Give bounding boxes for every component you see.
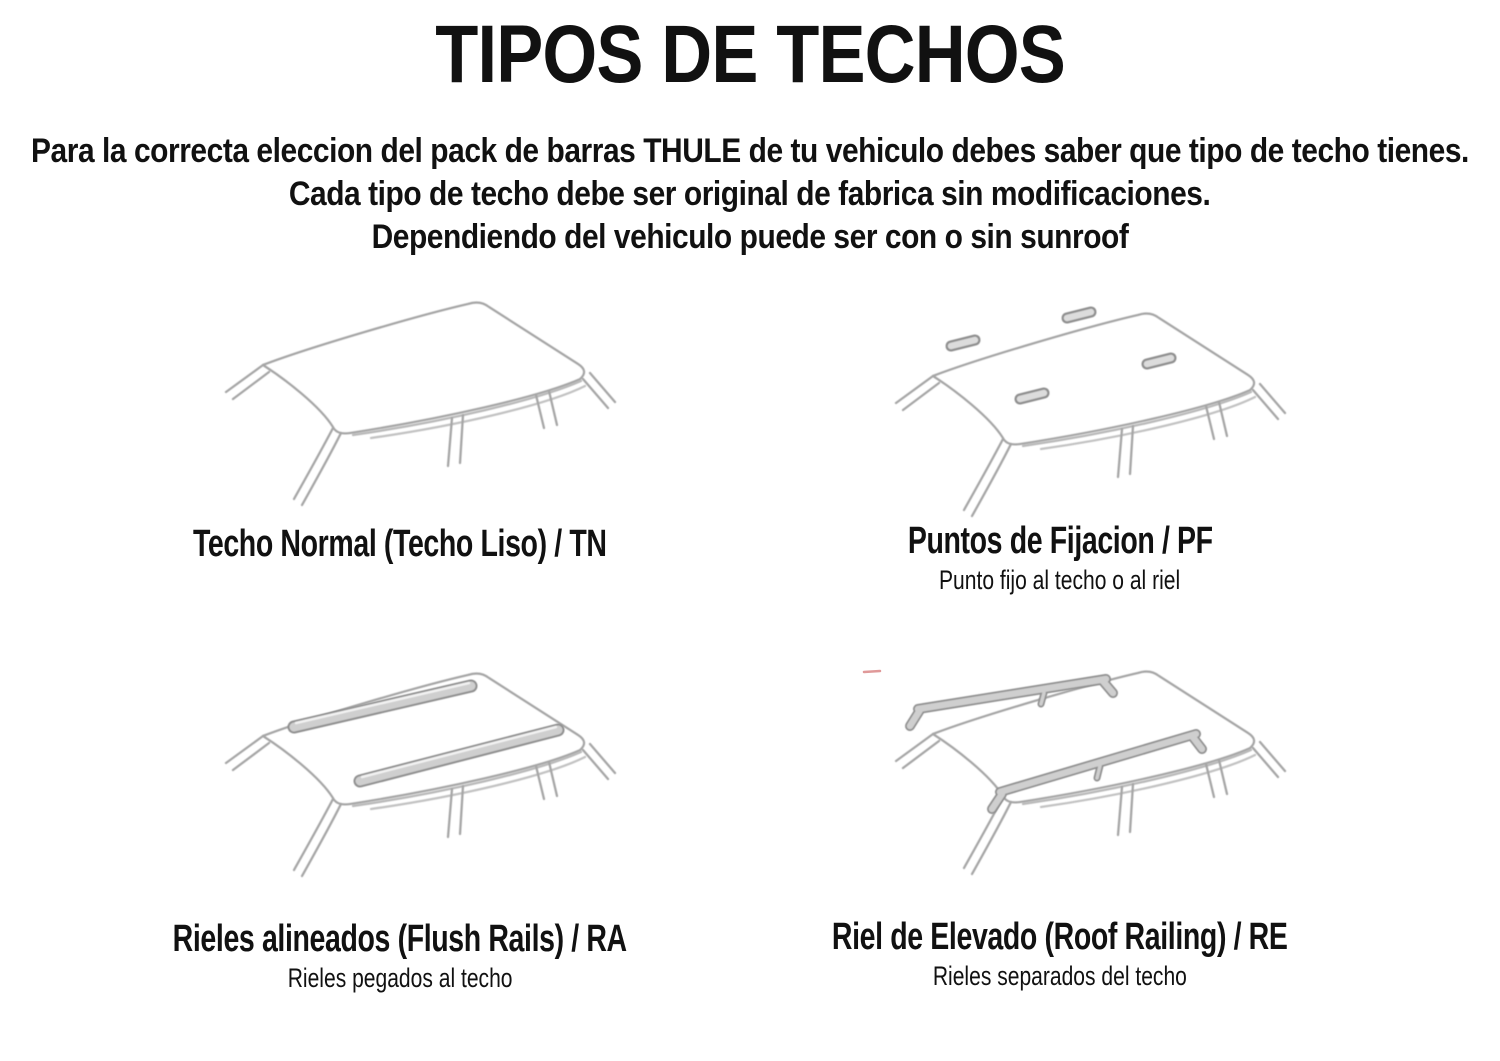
intro-line-1: Para la correcta eleccion del pack de barras THULE de tu vehiculo debes saber que tipo de techo tienes. [31, 132, 1469, 170]
car-roof-raised-railing-illustration [850, 650, 1330, 885]
roof-type-sublabel: Rieles separados del techo [932, 961, 1188, 991]
caption-rieles-alineados [100, 919, 700, 993]
roof-type-sublabel: Punto fijo al techo o al riel [939, 565, 1181, 595]
car-roof-flush-rails-illustration [180, 652, 660, 887]
car-roof-fixation-points-illustration [850, 292, 1330, 527]
page-title: TIPOS DE TECHOS [435, 9, 1065, 100]
header [0, 8, 1500, 102]
intro-line-3: Dependiendo del vehiculo puede ser con o sin sunroof [371, 218, 1129, 256]
roof-type-label: Riel de Elevado (Roof Railing) / RE [832, 916, 1288, 958]
red-scan-artifact [864, 671, 880, 672]
caption-riel-elevado [760, 917, 1360, 991]
roof-type-sublabel: Rieles pegados al techo [287, 963, 513, 993]
caption-techo-normal [100, 524, 700, 568]
car-roof-smooth-illustration [180, 281, 660, 516]
roof-type-label: Techo Normal (Techo Liso) / TN [193, 523, 607, 565]
intro-line-2: Cada tipo de techo debe ser original de fabrica sin modificaciones. [289, 175, 1211, 213]
roof-type-label: Rieles alineados (Flush Rails) / RA [172, 918, 628, 960]
caption-puntos-fijacion [760, 521, 1360, 595]
roof-type-label: Puntos de Fijacion / PF [907, 520, 1213, 562]
